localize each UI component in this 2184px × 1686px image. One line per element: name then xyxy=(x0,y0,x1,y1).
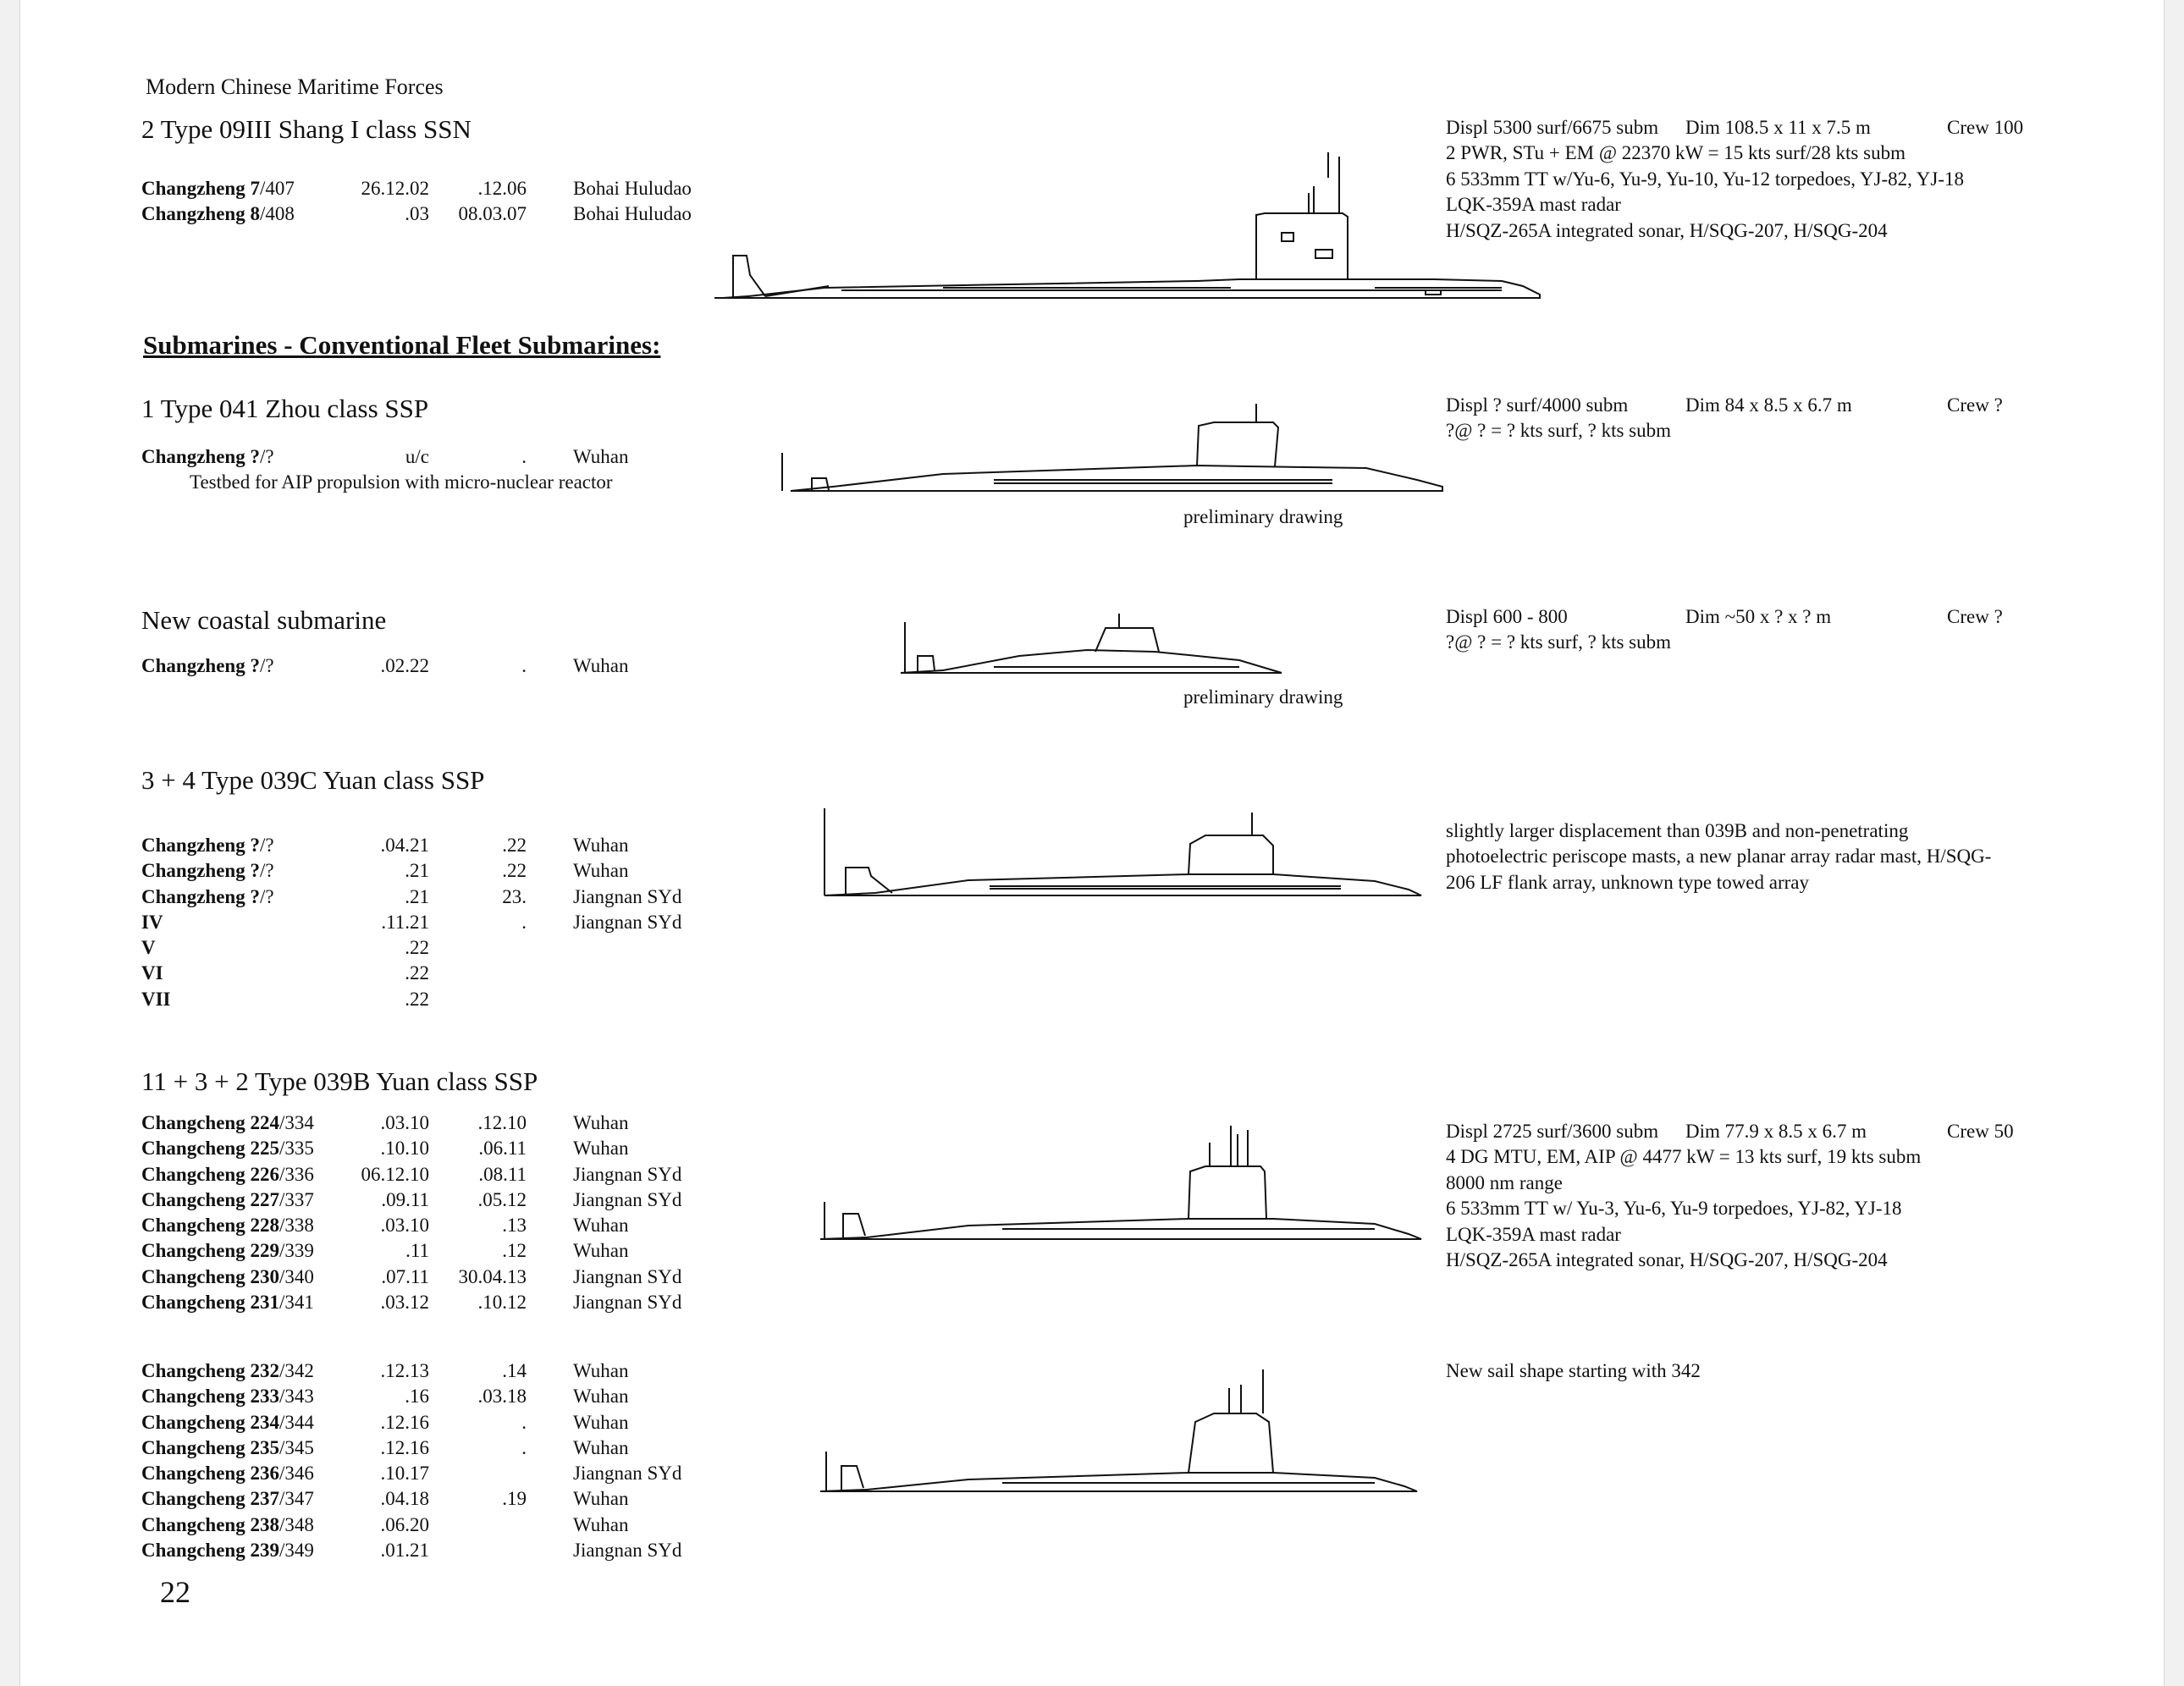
ship-name-cell xyxy=(141,201,295,227)
ship-name: Changcheng 232 xyxy=(141,1360,279,1381)
ship-name-cell xyxy=(141,1136,314,1161)
shipyard: Wuhan xyxy=(573,1386,629,1408)
ship-row xyxy=(141,884,734,910)
ship-number: /408 xyxy=(259,203,295,225)
laid-down-date: .02.22 xyxy=(380,655,429,676)
shipyard: Wuhan xyxy=(573,1488,629,1510)
laid-down-date: .09.11 xyxy=(381,1188,429,1210)
ship-row xyxy=(141,1213,734,1238)
spec-crew: Crew 100 xyxy=(1947,117,2024,138)
shipyard: Wuhan xyxy=(573,1112,629,1133)
ship-number: /349 xyxy=(279,1540,314,1562)
spec-dimensions: Dim 77.9 x 8.5 x 6.7 m xyxy=(1685,1121,1867,1142)
spec-text: 8000 nm range xyxy=(1446,1171,1563,1193)
ship-name-cell xyxy=(141,884,274,910)
ship-row xyxy=(141,444,734,470)
ship-name: V xyxy=(141,937,156,959)
spec-line xyxy=(1446,604,2123,630)
spec-crew: Crew ? xyxy=(1947,606,2003,627)
ship-row xyxy=(141,176,734,201)
ship-name: Changcheng 230 xyxy=(141,1265,279,1287)
commission-date: .14 xyxy=(502,1360,527,1381)
ship-row xyxy=(141,653,734,679)
ship-name: Changzheng 8 xyxy=(141,203,260,225)
ship-number: /348 xyxy=(279,1513,314,1535)
laid-down-date: .03.10 xyxy=(380,1215,429,1237)
yuan039c-specs xyxy=(1446,818,2123,895)
page-number: 22 xyxy=(160,1575,190,1609)
ship-row xyxy=(141,1290,734,1315)
spec-text: Displ ? surf/4000 subm xyxy=(1446,394,1629,416)
ship-name: Changcheng 236 xyxy=(141,1463,279,1485)
shipyard: Jiangnan SYd xyxy=(573,1163,682,1185)
zhou-drawing-caption: preliminary drawing xyxy=(1183,506,1343,527)
laid-down-date: .03.12 xyxy=(380,1292,429,1314)
shipyard: Jiangnan SYd xyxy=(573,1265,682,1287)
ship-row xyxy=(141,201,734,227)
ship-name-cell xyxy=(141,1358,314,1384)
commission-date: 23. xyxy=(502,885,527,907)
zhou-class-title: 1 Type 041 Zhou class SSP xyxy=(141,394,429,423)
ship-number: /340 xyxy=(279,1265,314,1287)
laid-down-date: .22 xyxy=(405,937,429,959)
laid-down-date: .12.16 xyxy=(380,1411,429,1433)
coastal-specs xyxy=(1446,604,2123,656)
spec-dimensions: Dim ~50 x ? x ? m xyxy=(1685,606,1832,627)
ship-number: /341 xyxy=(279,1292,314,1314)
laid-down-date: .04.21 xyxy=(380,835,429,856)
ship-name: Changcheng 224 xyxy=(141,1112,279,1133)
yuan039b-ship-table-2 xyxy=(141,1358,734,1563)
zhou-ship-table xyxy=(141,444,734,470)
spec-text: 2 PWR, STu + EM @ 22370 kW = 15 kts surf/28 kts subm xyxy=(1446,142,1905,164)
yuan039b-ship-table xyxy=(141,1110,734,1315)
spec-text: 6 533mm TT w/ Yu-3, Yu-6, Yu-9 torpedoes, YJ-82, YJ-18 xyxy=(1446,1198,1902,1220)
spec-text: ?@ ? = ? kts surf, ? kts subm xyxy=(1446,420,1672,442)
shipyard: Wuhan xyxy=(573,1240,629,1262)
spec-text: 4 DG MTU, EM, AIP @ 4477 kW = 13 kts surf, 19 kts subm xyxy=(1446,1146,1922,1168)
spec-line xyxy=(1446,1144,2123,1170)
ssn-submarine-drawing xyxy=(689,152,1553,305)
spec-line xyxy=(1446,870,2123,895)
commission-date: . xyxy=(521,446,527,467)
commission-date: .03.18 xyxy=(477,1386,527,1408)
shipyard: Wuhan xyxy=(573,1411,629,1433)
shipyard: Wuhan xyxy=(573,835,629,856)
shipyard: Wuhan xyxy=(573,860,629,882)
spec-line xyxy=(1446,1222,2123,1248)
ship-name: VII xyxy=(141,988,171,1010)
ship-name: VI xyxy=(141,962,163,984)
ssn-class-title: 2 Type 09III Shang I class SSN xyxy=(141,114,472,144)
commission-date: 08.03.07 xyxy=(458,203,527,225)
spec-line xyxy=(1446,1171,2123,1196)
laid-down-date: .03.10 xyxy=(380,1112,429,1133)
yuan039b-class-title: 11 + 3 + 2 Type 039B Yuan class SSP xyxy=(141,1066,538,1096)
spec-line xyxy=(1446,1119,2123,1144)
ship-number: /339 xyxy=(279,1240,314,1262)
laid-down-date: .10.10 xyxy=(380,1138,429,1160)
spec-text: ?@ ? = ? kts surf, ? kts subm xyxy=(1446,631,1672,653)
coastal-ship-table xyxy=(141,653,734,679)
ship-name-cell xyxy=(141,1290,314,1315)
ship-name-cell xyxy=(141,833,274,858)
yuan039b-specs xyxy=(1446,1119,2123,1273)
ship-row xyxy=(141,1512,734,1538)
shipyard: Bohai Huludao xyxy=(573,178,692,199)
ship-row xyxy=(141,910,734,935)
laid-down-date: .22 xyxy=(405,962,429,984)
ship-name: Changcheng 227 xyxy=(141,1188,279,1210)
ship-name-cell xyxy=(141,444,274,470)
ship-name: IV xyxy=(141,911,163,933)
ship-name: Changcheng 228 xyxy=(141,1215,279,1237)
commission-date: .22 xyxy=(502,860,527,882)
ship-number: /? xyxy=(259,835,274,856)
commission-date: .12.10 xyxy=(477,1112,527,1133)
ship-name: Changcheng 235 xyxy=(141,1436,279,1458)
shipyard: Wuhan xyxy=(573,655,629,676)
commission-date: .10.12 xyxy=(477,1292,527,1314)
shipyard: Wuhan xyxy=(573,1360,629,1381)
ship-name: Changcheng 239 xyxy=(141,1540,279,1562)
shipyard: Wuhan xyxy=(573,446,629,467)
ship-name: Changcheng 233 xyxy=(141,1386,279,1408)
ssn-ship-table xyxy=(141,176,734,228)
ship-name: Changcheng 234 xyxy=(141,1411,279,1433)
spec-text: H/SQZ-265A integrated sonar, H/SQG-207, H/SQG-204 xyxy=(1446,219,1888,241)
document-page xyxy=(19,0,2165,1686)
ship-number: /345 xyxy=(279,1436,314,1458)
ship-name-cell xyxy=(141,1213,314,1238)
ship-name: Changzheng ? xyxy=(141,860,260,882)
laid-down-date: .06.20 xyxy=(380,1513,429,1535)
ship-name-cell xyxy=(141,176,295,201)
spec-line xyxy=(1446,115,2123,140)
ship-name: Changcheng 237 xyxy=(141,1488,279,1510)
shipyard: Jiangnan SYd xyxy=(573,1540,682,1562)
spec-line xyxy=(1446,1248,2123,1273)
spec-text: LQK-359A mast radar xyxy=(1446,1223,1621,1245)
shipyard: Bohai Huludao xyxy=(573,203,692,225)
spec-dimensions: Dim 84 x 8.5 x 6.7 m xyxy=(1685,394,1852,416)
ship-number: /335 xyxy=(279,1138,314,1160)
ship-number: /407 xyxy=(259,178,295,199)
ship-name: Changzheng ? xyxy=(141,835,260,856)
spec-text: LQK-359A mast radar xyxy=(1446,194,1621,216)
spec-text: slightly larger displacement than 039B and non-penetrating xyxy=(1446,820,1909,841)
laid-down-date: 06.12.10 xyxy=(361,1163,429,1185)
ship-name: Changzheng ? xyxy=(141,446,260,467)
commission-date: . xyxy=(521,1436,527,1458)
ship-name-cell xyxy=(141,1187,314,1213)
laid-down-date: .12.13 xyxy=(380,1360,429,1381)
shipyard: Wuhan xyxy=(573,1513,629,1535)
spec-text: 206 LF flank array, unknown type towed array xyxy=(1446,871,1809,893)
spec-line xyxy=(1446,418,2123,444)
ship-name-cell xyxy=(141,1435,314,1461)
spec-text: 6 533mm TT w/Yu-6, Yu-9, Yu-10, Yu-12 torpedoes, YJ-82, YJ-18 xyxy=(1446,168,1965,190)
ship-name-cell xyxy=(141,1538,314,1563)
ship-name-cell xyxy=(141,1486,314,1512)
coastal-submarine-drawing xyxy=(884,609,1307,677)
ship-name: Changzheng ? xyxy=(141,885,260,907)
yuan039c-class-title: 3 + 4 Type 039C Yuan class SSP xyxy=(141,765,485,795)
shipyard: Jiangnan SYd xyxy=(573,1463,682,1485)
commission-date: .05.12 xyxy=(477,1188,527,1210)
commission-date: .12.06 xyxy=(477,178,527,199)
shipyard: Jiangnan SYd xyxy=(573,885,682,907)
ship-row xyxy=(141,961,734,986)
ship-number: /? xyxy=(259,655,274,676)
spec-line xyxy=(1446,844,2123,869)
ship-row xyxy=(141,1384,734,1409)
ship-number: /337 xyxy=(279,1188,314,1210)
ship-number: /338 xyxy=(279,1215,314,1237)
zhou-submarine-drawing xyxy=(774,402,1451,504)
spec-line xyxy=(1446,818,2123,844)
ship-name-cell xyxy=(141,1461,314,1486)
ship-name-cell xyxy=(141,1512,314,1538)
ship-number: /? xyxy=(259,446,274,467)
ship-name: Changcheng 229 xyxy=(141,1240,279,1262)
ship-row xyxy=(141,1435,734,1461)
spec-text: photoelectric periscope masts, a new planar array radar mast, H/SQG- xyxy=(1446,846,1992,868)
ship-row xyxy=(141,1264,734,1290)
commission-date: .22 xyxy=(502,835,527,856)
spec-line xyxy=(1446,1196,2123,1221)
ship-number: /342 xyxy=(279,1360,314,1381)
commission-date: .19 xyxy=(502,1488,527,1510)
ship-row xyxy=(141,987,734,1012)
ship-row xyxy=(141,1410,734,1435)
laid-down-date: .21 xyxy=(405,885,429,907)
laid-down-date: .11 xyxy=(405,1240,429,1262)
ship-name-cell xyxy=(141,1384,314,1409)
spec-text: Displ 2725 surf/3600 subm xyxy=(1446,1121,1659,1142)
yuan039b-note: New sail shape starting with 342 xyxy=(1446,1360,1701,1381)
laid-down-date: .03 xyxy=(405,203,429,225)
ship-name: Changzheng ? xyxy=(141,655,260,676)
shipyard: Wuhan xyxy=(573,1215,629,1237)
ship-name-cell xyxy=(141,961,163,986)
ship-row xyxy=(141,858,734,884)
spec-dimensions: Dim 108.5 x 11 x 7.5 m xyxy=(1685,117,1871,138)
ship-row xyxy=(141,935,734,961)
ship-row xyxy=(141,1238,734,1264)
spec-text: H/SQZ-265A integrated sonar, H/SQG-207, H/SQG-204 xyxy=(1446,1248,1888,1270)
yuan039b-submarine-drawing-2 xyxy=(799,1363,1442,1498)
laid-down-date: .04.18 xyxy=(380,1488,429,1510)
laid-down-date: .11.21 xyxy=(381,911,429,933)
yuan039b-submarine-drawing-1 xyxy=(799,1117,1442,1244)
ship-name-cell xyxy=(141,1162,314,1187)
running-header: Modern Chinese Maritime Forces xyxy=(146,74,444,99)
spec-line xyxy=(1446,630,2123,655)
ship-number: /344 xyxy=(279,1411,314,1433)
spec-crew: Crew 50 xyxy=(1947,1121,2014,1142)
yuan039c-submarine-drawing xyxy=(799,808,1442,901)
ship-number: /? xyxy=(259,860,274,882)
ship-row xyxy=(141,1110,734,1136)
commission-date: . xyxy=(521,911,527,933)
shipyard: Jiangnan SYd xyxy=(573,1292,682,1314)
spec-text: Displ 5300 surf/6675 subm xyxy=(1446,117,1659,138)
ship-name-cell xyxy=(141,858,274,884)
laid-down-date: 26.12.02 xyxy=(361,178,429,199)
ship-row xyxy=(141,833,734,858)
coastal-class-title: New coastal submarine xyxy=(141,605,387,635)
laid-down-date: .21 xyxy=(405,860,429,882)
laid-down-date: u/c xyxy=(405,446,429,467)
laid-down-date: .22 xyxy=(405,988,429,1010)
commission-date: . xyxy=(521,1411,527,1433)
shipyard: Wuhan xyxy=(573,1138,629,1160)
shipyard: Wuhan xyxy=(573,1436,629,1458)
shipyard: Jiangnan SYd xyxy=(573,911,682,933)
zhou-specs xyxy=(1446,393,2123,444)
ship-row xyxy=(141,1538,734,1563)
commission-date: .13 xyxy=(502,1215,527,1237)
laid-down-date: .12.16 xyxy=(380,1436,429,1458)
ship-name: Changcheng 226 xyxy=(141,1163,279,1185)
ship-row xyxy=(141,1358,734,1384)
spec-line xyxy=(1446,393,2123,418)
spec-text: Displ 600 - 800 xyxy=(1446,606,1568,627)
ship-name-cell xyxy=(141,1264,314,1290)
ship-row xyxy=(141,1162,734,1187)
ship-row xyxy=(141,1187,734,1213)
ship-name-cell xyxy=(141,910,163,935)
laid-down-date: .07.11 xyxy=(381,1265,429,1287)
ship-number: /346 xyxy=(279,1463,314,1485)
ship-number: /? xyxy=(259,885,274,907)
ship-number: /336 xyxy=(279,1163,314,1185)
commission-date: 30.04.13 xyxy=(458,1265,527,1287)
commission-date: . xyxy=(521,655,527,676)
ship-name-cell xyxy=(141,1238,314,1264)
ship-row xyxy=(141,1136,734,1161)
spec-crew: Crew ? xyxy=(1947,394,2003,416)
ship-row xyxy=(141,1461,734,1486)
laid-down-date: .16 xyxy=(405,1386,429,1408)
ship-row xyxy=(141,1486,734,1512)
commission-date: .08.11 xyxy=(478,1163,527,1185)
coastal-drawing-caption: preliminary drawing xyxy=(1183,686,1343,708)
ship-number: /347 xyxy=(279,1488,314,1510)
laid-down-date: .01.21 xyxy=(380,1540,429,1562)
ship-number: /343 xyxy=(279,1386,314,1408)
zhou-note: Testbed for AIP propulsion with micro-nuclear reactor xyxy=(190,471,613,493)
ship-name: Changcheng 225 xyxy=(141,1138,279,1160)
ship-name: Changzheng 7 xyxy=(141,178,260,199)
ship-name: Changcheng 238 xyxy=(141,1513,279,1535)
ship-number: /334 xyxy=(279,1112,314,1133)
laid-down-date: .10.17 xyxy=(380,1463,429,1485)
commission-date: .12 xyxy=(502,1240,527,1262)
ship-name-cell xyxy=(141,1410,314,1435)
ship-name-cell xyxy=(141,935,156,961)
ship-name-cell xyxy=(141,653,274,679)
commission-date: .06.11 xyxy=(478,1138,527,1160)
section-heading: Submarines - Conventional Fleet Submarines: xyxy=(143,330,661,360)
ship-name-cell xyxy=(141,1110,314,1136)
yuan039c-ship-table xyxy=(141,833,734,1012)
ship-name-cell xyxy=(141,987,171,1012)
shipyard: Jiangnan SYd xyxy=(573,1188,682,1210)
ship-name: Changcheng 231 xyxy=(141,1292,279,1314)
